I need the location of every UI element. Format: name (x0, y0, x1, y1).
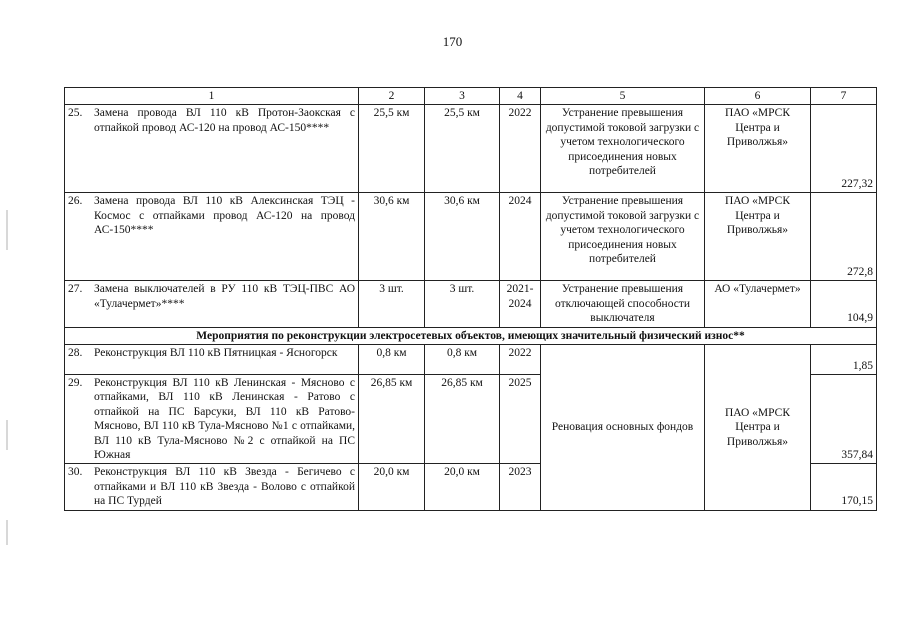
column-header: 1 (65, 88, 359, 105)
year-value: 2022 (500, 105, 541, 193)
length-value: 25,5 км (425, 105, 500, 193)
measure-cell (65, 281, 359, 327)
measure-name: Реконструкция ВЛ 110 кВ Звезда - Бегичево с отпайками и ВЛ 110 кВ Звезда - Волово с отпайкой на ПС Турдей (94, 466, 355, 508)
year-value: 2025 (500, 375, 541, 464)
column-header: 3 (425, 88, 500, 105)
measure-name: Замена провода ВЛ 110 кВ Алексинская ТЭЦ - Космос с отпайками провод АС-120 на провод АС-150**** (94, 195, 355, 237)
length-value: 20,0 км (425, 464, 500, 510)
purpose-text: Устранение превышения отключающей способности выключателя (541, 281, 705, 327)
row-number: 27. (68, 283, 83, 296)
amount-value: 170,15 (811, 464, 877, 510)
page-number: 170 (442, 34, 463, 49)
length-value: 0,8 км (359, 345, 425, 375)
year-value: 2021-2024 (500, 281, 541, 327)
quantity-value: 3 шт. (359, 281, 425, 327)
table-row (65, 105, 877, 193)
quantity-value: 3 шт. (425, 281, 500, 327)
table-row (65, 345, 877, 375)
length-value: 30,6 км (425, 193, 500, 281)
column-header: 5 (541, 88, 705, 105)
measure-name: Замена провода ВЛ 110 кВ Протон-Заокская с отпайкой провод АС-120 на провод АС-150**** (94, 107, 355, 134)
column-header: 2 (359, 88, 425, 105)
table-row (65, 281, 877, 327)
year-value: 2022 (500, 345, 541, 375)
row-number: 30. (68, 466, 83, 479)
purpose-text: Устранение превышения допустимой токовой загрузки с учетом технологического присоединения новых потребителей (541, 193, 705, 281)
amount-value: 1,85 (811, 345, 877, 375)
purpose-text: Реновация основных фондов (541, 345, 705, 511)
measure-name: Реконструкция ВЛ 110 кВ Пятницкая - Ясногорск (94, 347, 338, 360)
year-value: 2024 (500, 193, 541, 281)
scan-margin-mark (6, 210, 8, 250)
purpose-text: Устранение превышения допустимой токовой загрузки с учетом технологического присоединения новых потребителей (541, 105, 705, 193)
measures-table (64, 87, 877, 511)
scan-margin-mark (6, 420, 8, 450)
amount-value: 272,8 (811, 193, 877, 281)
organization-name: ПАО «МРСК Центра и Приволжья» (705, 345, 811, 511)
amount-value: 227,32 (811, 105, 877, 193)
measure-cell (65, 345, 359, 375)
measure-cell (65, 464, 359, 510)
length-value: 30,6 км (359, 193, 425, 281)
organization-name: АО «Тулачермет» (705, 281, 811, 327)
scan-margin-mark (6, 520, 8, 545)
section-row (65, 327, 877, 344)
row-number: 29. (68, 377, 83, 390)
row-number: 28. (68, 347, 83, 360)
measure-cell (65, 375, 359, 464)
length-value: 26,85 км (425, 375, 500, 464)
section-title: Мероприятия по реконструкции электросетевых объектов, имеющих значительный физический износ** (65, 327, 877, 344)
organization-name: ПАО «МРСК Центра и Приволжья» (705, 193, 811, 281)
table-row (65, 193, 877, 281)
measure-name: Замена выключателей в РУ 110 кВ ТЭЦ-ПВС АО «Тулачермет»**** (94, 283, 355, 310)
column-header: 6 (705, 88, 811, 105)
row-number: 26. (68, 195, 83, 208)
row-number: 25. (68, 107, 83, 120)
length-value: 0,8 км (425, 345, 500, 375)
length-value: 25,5 км (359, 105, 425, 193)
measure-name: Реконструкция ВЛ 110 кВ Ленинская - Мясново с отпайками, ВЛ 110 кВ Ленинская - Ратово с отпайкой на ПС Барсуки, ВЛ 110 кВ Ратово- Мясново, ВЛ 110 кВ Тула-Мясново №1 с отпайками, ВЛ 110 кВ Тула-Мясново №2 с отпайкой на ПС Южная (94, 377, 355, 462)
measure-cell (65, 105, 359, 193)
amount-value: 104,9 (811, 281, 877, 327)
column-header: 7 (811, 88, 877, 105)
column-number-row (65, 88, 877, 105)
organization-name: ПАО «МРСК Центра и Приволжья» (705, 105, 811, 193)
length-value: 20,0 км (359, 464, 425, 510)
length-value: 26,85 км (359, 375, 425, 464)
amount-value: 357,84 (811, 375, 877, 464)
year-value: 2023 (500, 464, 541, 510)
measure-cell (65, 193, 359, 281)
column-header: 4 (500, 88, 541, 105)
